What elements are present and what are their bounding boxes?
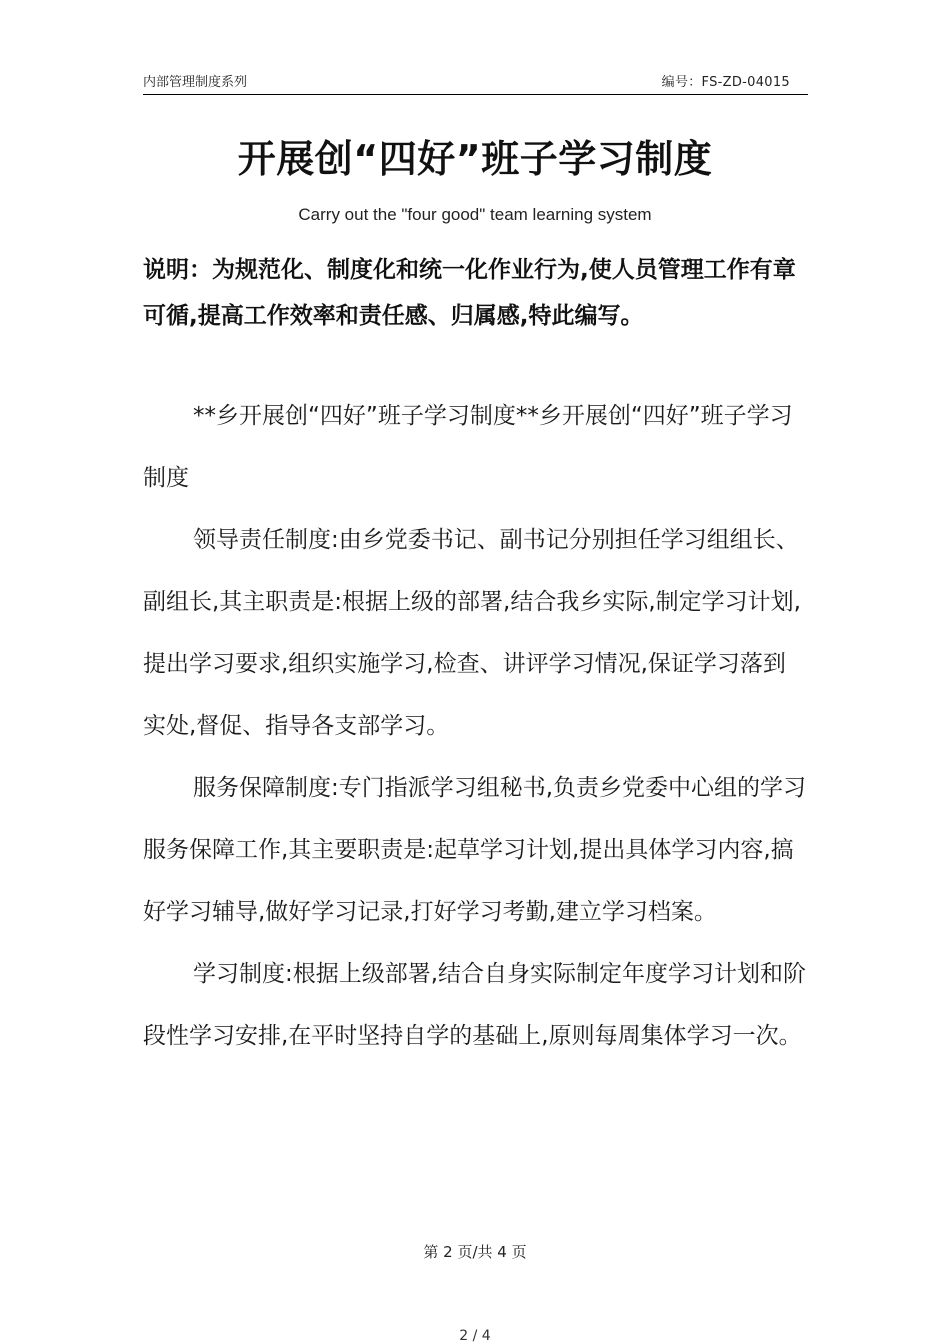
- header-series-label: 内部管理制度系列: [143, 75, 248, 90]
- document-subtitle: Carry out the "four good" team learning system: [298, 205, 652, 224]
- description-note: 说明：为规范化、制度化和统一化作业行为,使人员管理工作有章可循,提高工作效率和责任感、归属感,特此编写。: [143, 257, 796, 329]
- page-number-label: 第 2 页/共 4 页: [423, 1243, 527, 1261]
- body-paragraph: 学习制度:根据上级部署,结合自身实际制定年度学习计划和阶段性学习安排,在平时坚持自学的基础上,原则每周集体学习一次。: [143, 961, 807, 1049]
- body-paragraph: **乡开展创“四好”班子学习制度**乡开展创“四好”班子学习制度: [143, 403, 793, 491]
- body-paragraph: 服务保障制度:专门指派学习组秘书,负责乡党委中心组的学习服务保障工作,其主要职责是:起草学习计划,提出具体学习内容,搞好学习辅导,做好学习记录,打好学习考勤,建立学习档案。: [143, 775, 807, 925]
- document-body: [143, 385, 808, 1067]
- header-doc-number: 编号：FS-ZD-04015: [661, 75, 790, 90]
- body-paragraph: 领导责任制度:由乡党委书记、副书记分别担任学习组组长、副组长,其主职责是:根据上级的部署,结合我乡实际,制定学习计划,提出学习要求,组织实施学习,检查、讲评学习情况,保证学习落到实处,督促、指导各支部学习。: [143, 527, 801, 739]
- document-title: 开展创“四好”班子学习制度: [237, 137, 713, 181]
- viewer-page-counter: 2 / 4: [459, 1328, 491, 1344]
- page-header: [143, 66, 808, 95]
